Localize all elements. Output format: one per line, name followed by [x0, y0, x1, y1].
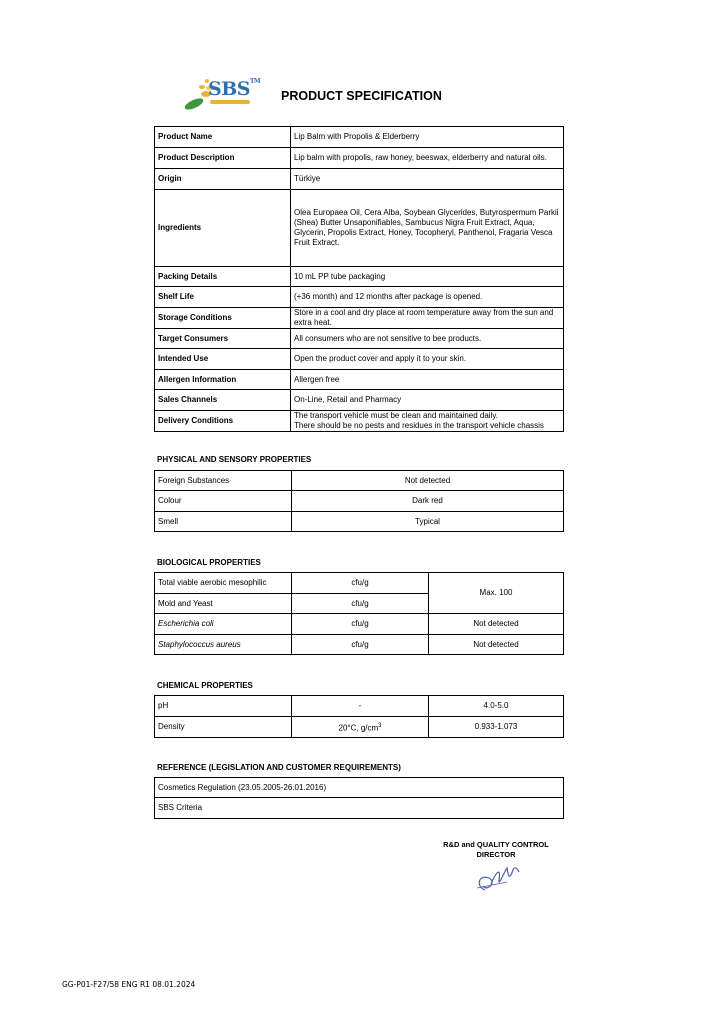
property-unit: cfu/g	[292, 594, 429, 614]
property-unit: -	[292, 696, 429, 717]
property-value: Not detected	[292, 471, 564, 491]
spec-row	[155, 370, 564, 390]
spec-value: 10 mL PP tube packaging	[291, 267, 564, 287]
signature-title-line: DIRECTOR	[476, 850, 516, 859]
spec-label: Allergen Information	[155, 370, 291, 390]
property-value: 4.0-5.0	[429, 696, 564, 717]
property-label: Mold and Yeast	[155, 594, 292, 614]
signature-icon	[467, 860, 527, 898]
property-unit: cfu/g	[292, 573, 429, 594]
spec-label: Origin	[155, 169, 291, 190]
document-code: GG-P01-F27/58 ENG R1 08.01.2024	[62, 980, 196, 989]
spec-label: Sales Channels	[155, 390, 291, 411]
logo-text: SBS™	[208, 78, 261, 100]
table-row	[155, 512, 564, 532]
table-row	[155, 614, 564, 635]
organism-name: Staphylococcus aureus	[158, 639, 241, 649]
table-row	[155, 635, 564, 655]
spec-row	[155, 411, 564, 432]
property-value: 0.933-1.073	[429, 717, 564, 738]
spec-value: Olea Europaea Oil, Cera Alba, Soybean Glycerides, Butyrospermum Parkii (Shea) Butter Unsaponifiables, Sambucus Nigra Fruit Extract, Aqua, Glycerin, Propolis Extract, Honey, Tocopheryl, Panthenol, Fragaria Vesca Fruit Extract.	[291, 190, 564, 267]
property-value: Max. 100	[429, 573, 564, 614]
spec-value: Allergen free	[291, 370, 564, 390]
property-label	[155, 614, 292, 635]
signature-title	[440, 840, 552, 860]
signature-title-line: R&D and QUALITY CONTROL	[443, 840, 549, 849]
table-row	[155, 696, 564, 717]
property-label	[155, 635, 292, 655]
unit-superscript: 3	[378, 722, 382, 729]
spec-row	[155, 308, 564, 329]
spec-row	[155, 287, 564, 308]
spec-value: All consumers who are not sensitive to bee products.	[291, 329, 564, 349]
property-label: pH	[155, 696, 292, 717]
property-value: Not detected	[429, 635, 564, 655]
property-unit: cfu/g	[292, 614, 429, 635]
spec-row	[155, 127, 564, 148]
reference-section-title: REFERENCE (LEGISLATION AND CUSTOMER REQUIREMENTS)	[157, 763, 401, 772]
spec-value: Türkiye	[291, 169, 564, 190]
spec-label: Intended Use	[155, 349, 291, 370]
spec-row	[155, 329, 564, 349]
property-unit: cfu/g	[292, 635, 429, 655]
spec-row	[155, 169, 564, 190]
spec-value: Open the product cover and apply it to your skin.	[291, 349, 564, 370]
reference-table	[154, 777, 564, 819]
spec-row	[155, 190, 564, 267]
spec-value: Store in a cool and dry place at room temperature away from the sun and extra heat.	[291, 308, 564, 329]
spec-label: Storage Conditions	[155, 308, 291, 329]
physical-section-title: PHYSICAL AND SENSORY PROPERTIES	[157, 455, 312, 464]
spec-row	[155, 390, 564, 411]
spec-label: Shelf Life	[155, 287, 291, 308]
page-title: PRODUCT SPECIFICATION	[281, 89, 442, 103]
property-label: Foreign Substances	[155, 471, 292, 491]
property-unit	[292, 717, 429, 738]
property-value: Not detected	[429, 614, 564, 635]
property-label: Colour	[155, 491, 292, 512]
table-row	[155, 798, 564, 819]
spec-label: Product Name	[155, 127, 291, 148]
biological-properties-table	[154, 572, 564, 655]
spec-value-line: The transport vehicle must be clean and maintained daily.	[294, 411, 498, 420]
spec-value	[291, 411, 564, 432]
table-row	[155, 491, 564, 512]
spec-value-line: There should be no pests and residues in the transport vehicle chassis	[294, 421, 544, 430]
property-label: Density	[155, 717, 292, 738]
property-value: Dark red	[292, 491, 564, 512]
unit-text: 20°C, g/cm	[338, 723, 379, 733]
table-row	[155, 778, 564, 798]
property-value: Typical	[292, 512, 564, 532]
spec-value: (+36 month) and 12 months after package is opened.	[291, 287, 564, 308]
logo-band	[210, 100, 250, 104]
biological-section-title: BIOLOGICAL PROPERTIES	[157, 558, 261, 567]
spec-value: Lip Balm with Propolis & Elderberry	[291, 127, 564, 148]
spec-label: Packing Details	[155, 267, 291, 287]
spec-value: On-Line, Retail and Pharmacy	[291, 390, 564, 411]
spec-label: Target Consumers	[155, 329, 291, 349]
reference-item: Cosmetics Regulation (23.05.2005-26.01.2016)	[155, 778, 564, 798]
spec-value: Lip balm with propolis, raw honey, beeswax, elderberry and natural oils.	[291, 148, 564, 169]
property-label: Smell	[155, 512, 292, 532]
spec-row	[155, 148, 564, 169]
spec-row	[155, 267, 564, 287]
sbs-logo	[180, 74, 260, 118]
spec-label: Delivery Conditions	[155, 411, 291, 432]
chemical-properties-table	[154, 695, 564, 738]
spec-label: Product Description	[155, 148, 291, 169]
table-row	[155, 717, 564, 738]
table-row	[155, 471, 564, 491]
organism-name: Escherichia coli	[158, 619, 214, 628]
product-spec-table	[154, 126, 564, 432]
spec-row	[155, 349, 564, 370]
spec-label: Ingredients	[155, 190, 291, 267]
chemical-section-title: CHEMICAL PROPERTIES	[157, 681, 253, 690]
property-label: Total viable aerobic mesophilic	[155, 573, 292, 594]
table-row	[155, 573, 564, 594]
reference-item: SBS Criteria	[155, 798, 564, 819]
physical-properties-table	[154, 470, 564, 532]
